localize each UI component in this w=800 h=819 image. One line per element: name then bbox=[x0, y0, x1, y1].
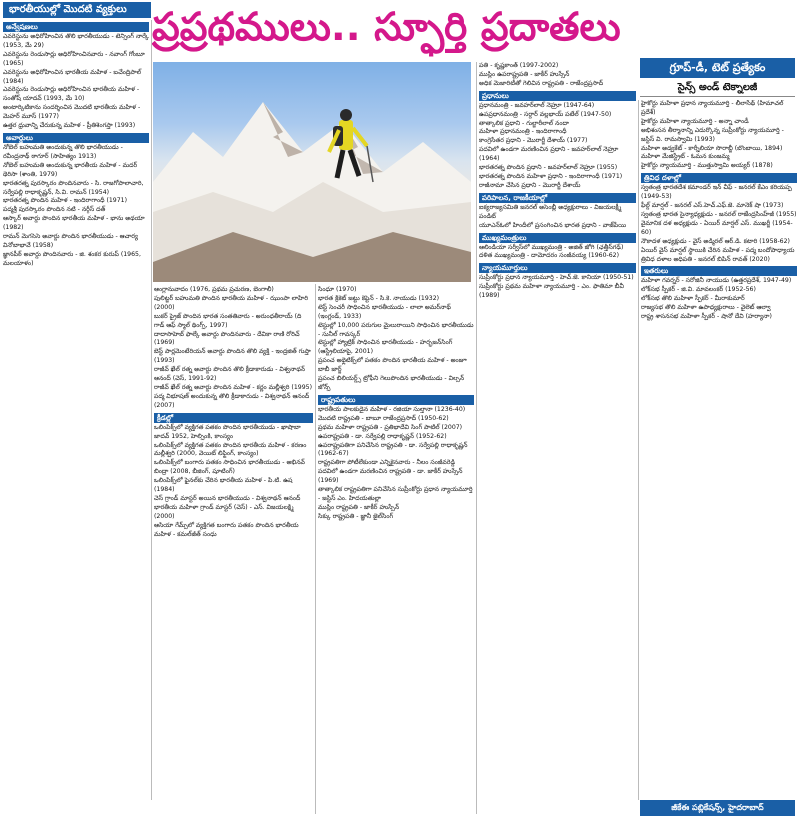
fact-entry: ఉపరాష్ట్రపతి - డా. సర్వేపల్లి రాధాకృష్ణన్‌ (1952-62) bbox=[318, 432, 447, 440]
mountaineer-photo bbox=[153, 62, 471, 282]
fact-entry: ప్రథమ మహిళా రాష్ట్రపతి - ప్రతిభాదేవి సింగ్‌ పాటిల్‌ (2007) bbox=[318, 423, 463, 431]
exam-badge: గ్రూప్‌-డీ, టెట్‌ ప్రత్యేకం bbox=[640, 58, 795, 78]
fact-entry: అభిశంసన తీర్మానాన్ని ఎదుర్కొన్న సుప్రీంకోర్టు న్యాయమూర్తి - జస్టిస్‌ వి. రామస్వామి (1993) bbox=[641, 126, 784, 143]
section-heading: త్రివిధ దళాల్లో bbox=[641, 173, 797, 183]
fact-entry: ప్రధానమంత్రి - జవహర్‌లాల్‌ నెహ్రూ (1947-64) bbox=[479, 101, 595, 109]
subject-label: సైన్స్‌ అండ్‌ టెక్నాలజీ bbox=[640, 80, 795, 97]
fact-entry: రాజ్యసభ తొలి మహిళా ఉపాధ్యక్షురాలు - వైలెట్‌ ఆల్వా bbox=[641, 304, 771, 312]
fact-entry: రాష్ట్ర శాసనసభ మహిళా స్పీకర్‌ - షానో దేవి (హర్యానా) bbox=[641, 313, 772, 321]
fact-entry: ఏయిర్‌ వైస్‌ మార్షల్‌ స్థాయికి చేరిన మహిళ - పద్మ బందోపాధ్యాయ bbox=[641, 246, 795, 254]
fact-entry: బెస్ట్‌ పార్లమెంటేరియన్‌ అవార్డు పొందిన తొలి వ్యక్తి - ఇంద్రజిత్‌ గుప్తా (1993) bbox=[154, 348, 311, 365]
fact-entry: తాత్కాలిక రాష్ట్రపతిగా పనిచేసిన సుప్రీంకోర్టు ప్రధాన న్యాయమూర్తి - జస్టిస్‌ ఎం. హిదయతుల్లా bbox=[318, 486, 473, 502]
fact-entry: కాంగ్రెసేతర ప్రధాని - మొరార్జీ దేశాయ్‌ (1977) bbox=[479, 137, 588, 145]
fact-entry: ఎవరెస్టును రెండుసార్లు అధిరోహించిన భారతీయ మహిళ - సంతోష్‌ యాదవ్‌ (1993, మే 10) bbox=[3, 86, 140, 103]
fact-entry: నోబెల్‌ బహుమతి అందుకున్న తొలి భారతీయుడు - రవీంద్రనాథ్‌ ఠాగూర్‌ (సాహిత్యం 1913) bbox=[3, 143, 123, 160]
fact-entry: మహిళా గవర్నర్‌ - సరోజినీ నాయుడు (ఉత్తరప్రదేశ్‌, 1947-49) bbox=[641, 277, 792, 285]
fact-entry: సుప్రీంకోర్టు ప్రధాన న్యాయమూర్తి - హెచ్‌.జె. కానియా (1950-51) bbox=[479, 274, 634, 282]
fact-entry: భారతరత్న పొందిన ప్రధాని - జవహర్‌లాల్‌ నెహ్రూ (1955) bbox=[479, 164, 618, 172]
fact-entry: పద్మశ్రీ పురస్కారం పొందిన నటి - నర్గీస్‌ దత్‌ bbox=[3, 206, 106, 214]
column-4 bbox=[479, 62, 636, 816]
fact-entry: భారతరత్న పొందిన మహిళా ప్రధాని - ఇందిరాగాంధీ (1971) bbox=[479, 172, 623, 180]
column-divider bbox=[638, 100, 639, 800]
fact-entry: భారతీయ పాలకుడైన మహిళ - రజియా సుల్తానా (1236-40) bbox=[318, 405, 466, 413]
fact-entry: లోక్‌సభ స్పీకర్‌ - జి.వి. మావలంకర్‌ (1952-56) bbox=[641, 286, 756, 294]
fact-entry: నోబెల్‌ బహుమతి అందుకున్న భారతీయ మహిళ - మదర్‌ థెరిసా (శాంతి, 1979) bbox=[3, 161, 138, 178]
fact-entry: భారతరత్న పొందిన మహిళ - ఇందిరాగాంధీ (1971) bbox=[3, 197, 128, 205]
fact-entry: ఉపప్రధానమంత్రి - సర్దార్‌ వల్లభాయ్‌ పటేల్‌ (1947-50) bbox=[479, 110, 612, 118]
column-3 bbox=[318, 286, 474, 816]
fact-entry: సిక్కు రాష్ట్రపతి - జ్ఞానీ జైల్‌సింగ్‌ bbox=[318, 512, 394, 520]
fact-entry: ఉత్తర ధ్రువాన్ని చేరుకున్న మహిళ - ప్రీతిశెంగప్తా (1993) bbox=[3, 122, 136, 130]
fact-entry: ఒలింపిక్స్‌లో ఫైనల్‌కు చేరిన భారతీయ మహిళ - పి.టి. ఉష (1984) bbox=[154, 477, 293, 494]
fact-entry: దళిత ముఖ్యమంత్రి - దామోదరం సంజీవయ్య (1960-62) bbox=[479, 252, 620, 260]
fact-entry: ఆంగ్లానువాదం (1976, ప్రథమ ప్రచురణ, బెంగాలీ) bbox=[154, 286, 274, 293]
fact-entry: వైమానిక దళ అధ్యక్షుడు - ఏయిర్‌ మార్షల్‌ ఎస్‌. ముఖర్జీ (1954-60) bbox=[641, 219, 793, 236]
section-heading: ప్రధానులు bbox=[479, 91, 636, 101]
fact-entry: జ్ఞానపీఠ్‌ అవార్డు పొందినవారు - జి. శంకర కురుప్‌ (1965, మలయాళం) bbox=[3, 250, 141, 267]
fact-entry: ఒలింపిక్స్‌లో బంగారు పతకం సాధించిన భారతీయుడు - అభినవ్‌ బింద్రా (2008, బీజింగ్‌, షూటింగ్‌) bbox=[154, 459, 305, 476]
fact-entry: పద్మ విభూషణ్‌ అందుకున్న తొలి క్రీడాకారుడు - విశ్వనాథన్‌ ఆనంద్‌ (2007) bbox=[154, 392, 310, 409]
fact-entry: ముస్లిం రాష్ట్రపతి - జాకీర్‌ హుస్సేన్‌ bbox=[318, 503, 400, 511]
column-2 bbox=[154, 286, 313, 816]
fact-entry: అంటార్కిటికాను సందర్శించిన మొదటి భారతీయ మహిళ - మెహర్‌ మూస్‌ (1977) bbox=[3, 104, 141, 121]
fact-entry: హైకోర్టు మహిళా ప్రధాన న్యాయమూర్తి - లీలాసేథ్‌ (హిమాచల్‌ ప్రదేశ్‌) bbox=[641, 100, 784, 116]
column-divider bbox=[315, 284, 316, 814]
fact-entry: పదవిలో ఉండగా మరణించిన ప్రధాని - జవహర్‌లాల్‌ నెహ్రూ (1964) bbox=[479, 146, 619, 163]
fact-entry: ఎవరెస్టును రెండుసార్లు అధిరోహించినవారు - నవాంగ్‌ గోంబూ (1965) bbox=[3, 50, 145, 67]
column-divider bbox=[151, 20, 152, 800]
fact-entry: టెస్ట్‌ సెంచరీ సాధించిన భారతీయుడు - లాలా అమర్‌నాథ్‌ (ఇంగ్లండ్‌, 1933) bbox=[318, 303, 451, 320]
publisher-credit: జీకేఈ పబ్లికేషన్స్‌, హైదరాబాద్‌ bbox=[640, 800, 795, 816]
column-1 bbox=[3, 20, 149, 816]
mountain-illustration bbox=[153, 62, 471, 282]
fact-entry: ప్రపంచ అథ్లెటిక్స్‌లో పతకం పొందిన భారతీయ మహిళ - అంజూ బాబీ జార్జ్‌ bbox=[318, 357, 467, 374]
fact-entry: రాజీవ్‌ ఖేల్‌ రత్న అవార్డు పొందిన మహిళ - కర్ణం మల్లీశ్వరి (1995) bbox=[154, 383, 312, 391]
fact-entry: ఆలిండియా సర్వీస్‌లో ముఖ్యమంత్రి - అజిత్‌ జోగి (ఛత్తీస్‌గఢ్‌) bbox=[479, 243, 624, 251]
fact-entry: మహిళా ప్రధానమంత్రి - ఇందిరాగాంధీ bbox=[479, 128, 567, 136]
fact-entry: చెస్‌ గ్రాండ్‌ మాస్టర్‌ అయిన భారతీయుడు - విశ్వనాథన్‌ ఆనంద్‌ bbox=[154, 494, 301, 502]
fact-entry: టెస్టుల్లో 10,000 పరుగుల మైలురాయిని సాధించిన భారతీయుడు - సునీల్‌ గావస్కర్‌ bbox=[318, 321, 474, 338]
fact-entry: పదవిలో ఉండగా మరణించిన రాష్ట్రపతి - డా. జాకీర్‌ హుస్సేన్‌ (1969) bbox=[318, 468, 463, 485]
fact-entry: స్వతంత్ర భారత సైన్యాధ్యక్షుడు - జనరల్‌ రాజేంద్రసింహ్‌జీ (1955) bbox=[641, 210, 797, 218]
fact-entry: సుప్రీంకోర్టు ప్రథమ మహిళా న్యాయమూర్తి - ఎం. ఫాతిమా బీవీ (1989) bbox=[479, 283, 624, 300]
fact-entry: ఫీల్డ్‌ మార్షల్‌ - జనరల్‌ ఎస్‌.హెచ్‌.ఎఫ్‌.జె. మానెక్‌ షా (1973) bbox=[641, 202, 784, 210]
fact-entry: నౌకాదళ అధ్యక్షుడు - వైస్‌ అడ్మిరల్‌ ఆర్‌.డి. కటారి (1958-62) bbox=[641, 237, 790, 245]
fact-entry: ఆసియా గేమ్స్‌లో వ్యక్తిగత బంగారు పతకం పొందిన భారతీయ మహిళ - కమల్‌జీత్‌ సంధు bbox=[154, 521, 299, 538]
fact-entry: స్వతంత్ర భారతదేశ కమాండర్‌ ఇన్‌ చీఫ్‌ - జనరల్‌ కేఎం కరియప్ప (1949-53) bbox=[641, 184, 792, 201]
fact-entry: భారత క్రికెట్‌ జట్టు కెప్టెన్‌ - సి.కె. నాయుడు (1932) bbox=[318, 294, 440, 302]
fact-entry: రాజీవ్‌ ఖేల్‌ రత్న అవార్డు పొందిన తొలి క్రీడాకారుడు - విశ్వనాథన్‌ ఆనంద్‌ (చెస్‌, 1991-92) bbox=[154, 366, 306, 383]
fact-entry: ఉపరాష్ట్రపతిగా పనిచేసిన రాష్ట్రపతి - డా. సర్వేపల్లి రాధాకృష్ణన్‌ (1962-67) bbox=[318, 441, 468, 458]
fact-entry: భారతీయ మహిళా గ్రాండ్‌ మాస్టర్‌ (చెస్‌) - ఎస్‌. విజయలక్ష్మి (2000) bbox=[154, 503, 294, 520]
fact-entry: మొదటి రాష్ట్రపతి - బాబూ రాజేంద్రప్రసాద్‌ (1950-62) bbox=[318, 414, 449, 422]
fact-entry: తాత్కాలిక ప్రధాని - గుల్జారీలాల్‌ నందా bbox=[479, 119, 569, 127]
fact-entry: లోక్‌సభ తొలి మహిళా స్పీకర్‌ - మీరాకుమార్‌ bbox=[641, 295, 745, 303]
column-5 bbox=[641, 100, 797, 798]
fact-entry: ఎవరెస్టును అధిరోహించిన భారతీయ మహిళ - బచేంద్రిపాల్‌ (1984) bbox=[3, 68, 142, 85]
section-heading: న్యాయమూర్తులు bbox=[479, 263, 636, 273]
fact-entry: రాజీనామా చేసిన ప్రధాని - మొరార్జీ దేశాయ్‌ bbox=[479, 181, 581, 189]
fact-entry: యూఎన్‌ఓలో హిందీలో ప్రసంగించిన భారత ప్రధాని - వాజ్‌పేయి bbox=[479, 221, 627, 229]
fact-entry: హైకోర్టు న్యాయమూర్తి - ముత్తుస్వామి అయ్యర్‌ (1878) bbox=[641, 162, 773, 170]
fact-entry: మహిళా అడ్వకేట్‌ - కార్నీలియా సొరాబ్జీ (బొంబాయి, 1894) bbox=[641, 144, 783, 152]
section-heading: అన్వేషణలు bbox=[3, 22, 149, 32]
fact-entry: రాష్ట్రపతిగా పోటీలేకుండా ఎన్నికైనవారు - నీలం సంజీవరెడ్డి bbox=[318, 459, 456, 467]
page-title: ప్రప్రథములు.. స్ఫూర్తి ప్రదాతలు bbox=[152, 5, 621, 50]
fact-entry: ఒలింపిక్స్‌లో వ్యక్తిగత పతకం పొందిన భారతీయుడు - ఖాషాబా జాదవ్‌ 1952, హెల్సింకి, కాంస్యం bbox=[154, 423, 301, 440]
fact-entry: హైకోర్టు మహిళా న్యాయమూర్తి - అన్నా చాండీ bbox=[641, 117, 749, 125]
fact-entry: పతి - కృష్ణకాంత్‌ (1997-2002) bbox=[479, 62, 559, 69]
fact-entry: ముస్లిం ఉపరాష్ట్రపతి - జాకీర్‌ హుస్సేన్‌ bbox=[479, 70, 570, 78]
fact-entry: సింధూ (1970) bbox=[318, 286, 357, 293]
fact-entry: అధిక మెజారిటీతో గెలిచిన రాష్ట్రపతి - రాజేంద్రప్రసాద్‌ bbox=[479, 79, 604, 87]
section-heading: ఇతరులు bbox=[641, 266, 797, 276]
section-tag: భారతీయుల్లో మొదటి వ్యక్తులు bbox=[3, 2, 151, 18]
section-heading: ముఖ్యమంత్రులు bbox=[479, 233, 636, 243]
section-heading: రాష్ట్రపతులు bbox=[318, 395, 474, 405]
fact-entry: మహిళా మేజిస్ట్రేట్‌ - ఓమన కుంజమ్మ bbox=[641, 153, 730, 161]
fact-entry: త్రివిధ దళాల అధిపతి - జనరల్‌ బిపిన్‌ రావత్‌ (2020) bbox=[641, 255, 770, 263]
fact-entry: ప్రపంచ బిలియర్డ్స్‌ ట్రోఫీని గెలుపొందిన భారతీయుడు - విల్సన్‌ జోన్స్‌ bbox=[318, 375, 465, 391]
column-divider bbox=[476, 62, 477, 814]
fact-entry: భారతరత్న పురస్కారం పొందినవారు - సి. రాజగోపాలాచారి, సర్వేపల్లి రాధాకృష్ణన్‌, సి.వి. రామన్‌ (1954) bbox=[3, 179, 144, 196]
fact-entry: ఒలింపిక్స్‌లో వ్యక్తిగత పతకం పొందిన భారతీయ మహిళ - కరణం మల్లీశ్వరి (2000, వెయిట్‌ లిఫ్టింగ్‌, కాంస్యం) bbox=[154, 441, 307, 458]
fact-entry: పులిట్జర్‌ బహుమతి పొందిన భారతీయ మహిళ - ఝుంపా లాహిరి (2000) bbox=[154, 294, 309, 311]
fact-entry: ఐక్యరాజ్యసమితి జనరల్‌ అసెంబ్లీ అధ్యక్షురాలు - విజయలక్ష్మీ పండిట్‌ bbox=[479, 203, 622, 220]
fact-entry: ఆస్కార్‌ అవార్డు పొందిన భారతీయ మహిళ - భాను అథయా (1982) bbox=[3, 215, 145, 232]
section-heading: అవార్డులు bbox=[3, 133, 149, 143]
fact-entry: ఎవరెస్టును అధిరోహించిన తొలి భారతీయుడు - టెన్సింగ్‌ నార్కే (1953, మే 29) bbox=[3, 33, 149, 49]
fact-entry: దాదాసాహెబ్‌ ఫాల్కే అవార్డు పొందినవారు - దేవికా రాణి రోరిచ్‌ (1969) bbox=[154, 330, 300, 347]
section-heading: పరిపాలన, రాజకీయాల్లో bbox=[479, 193, 636, 203]
fact-entry: టెస్టుల్లో హ్యాట్రిక్‌ సాధించిన భారతీయుడు - హర్భజన్‌సింగ్‌ (ఆస్ట్రేలియాపై, 2001) bbox=[318, 339, 453, 356]
section-heading: క్రీడల్లో bbox=[154, 413, 313, 423]
fact-entry: బుకర్‌ ప్రైజ్‌ పొందిన భారత సంతతివారు - అరుంధతీరాయ్‌ (ది గాడ్‌ ఆఫ్‌ స్మాల్‌ థింగ్స్‌, 1997) bbox=[154, 312, 302, 329]
fact-entry: రామన్‌ మెగసెసె అవార్డు పొందిన భారతీయుడు - ఆచార్య వినోబాభావే (1958) bbox=[3, 233, 138, 249]
